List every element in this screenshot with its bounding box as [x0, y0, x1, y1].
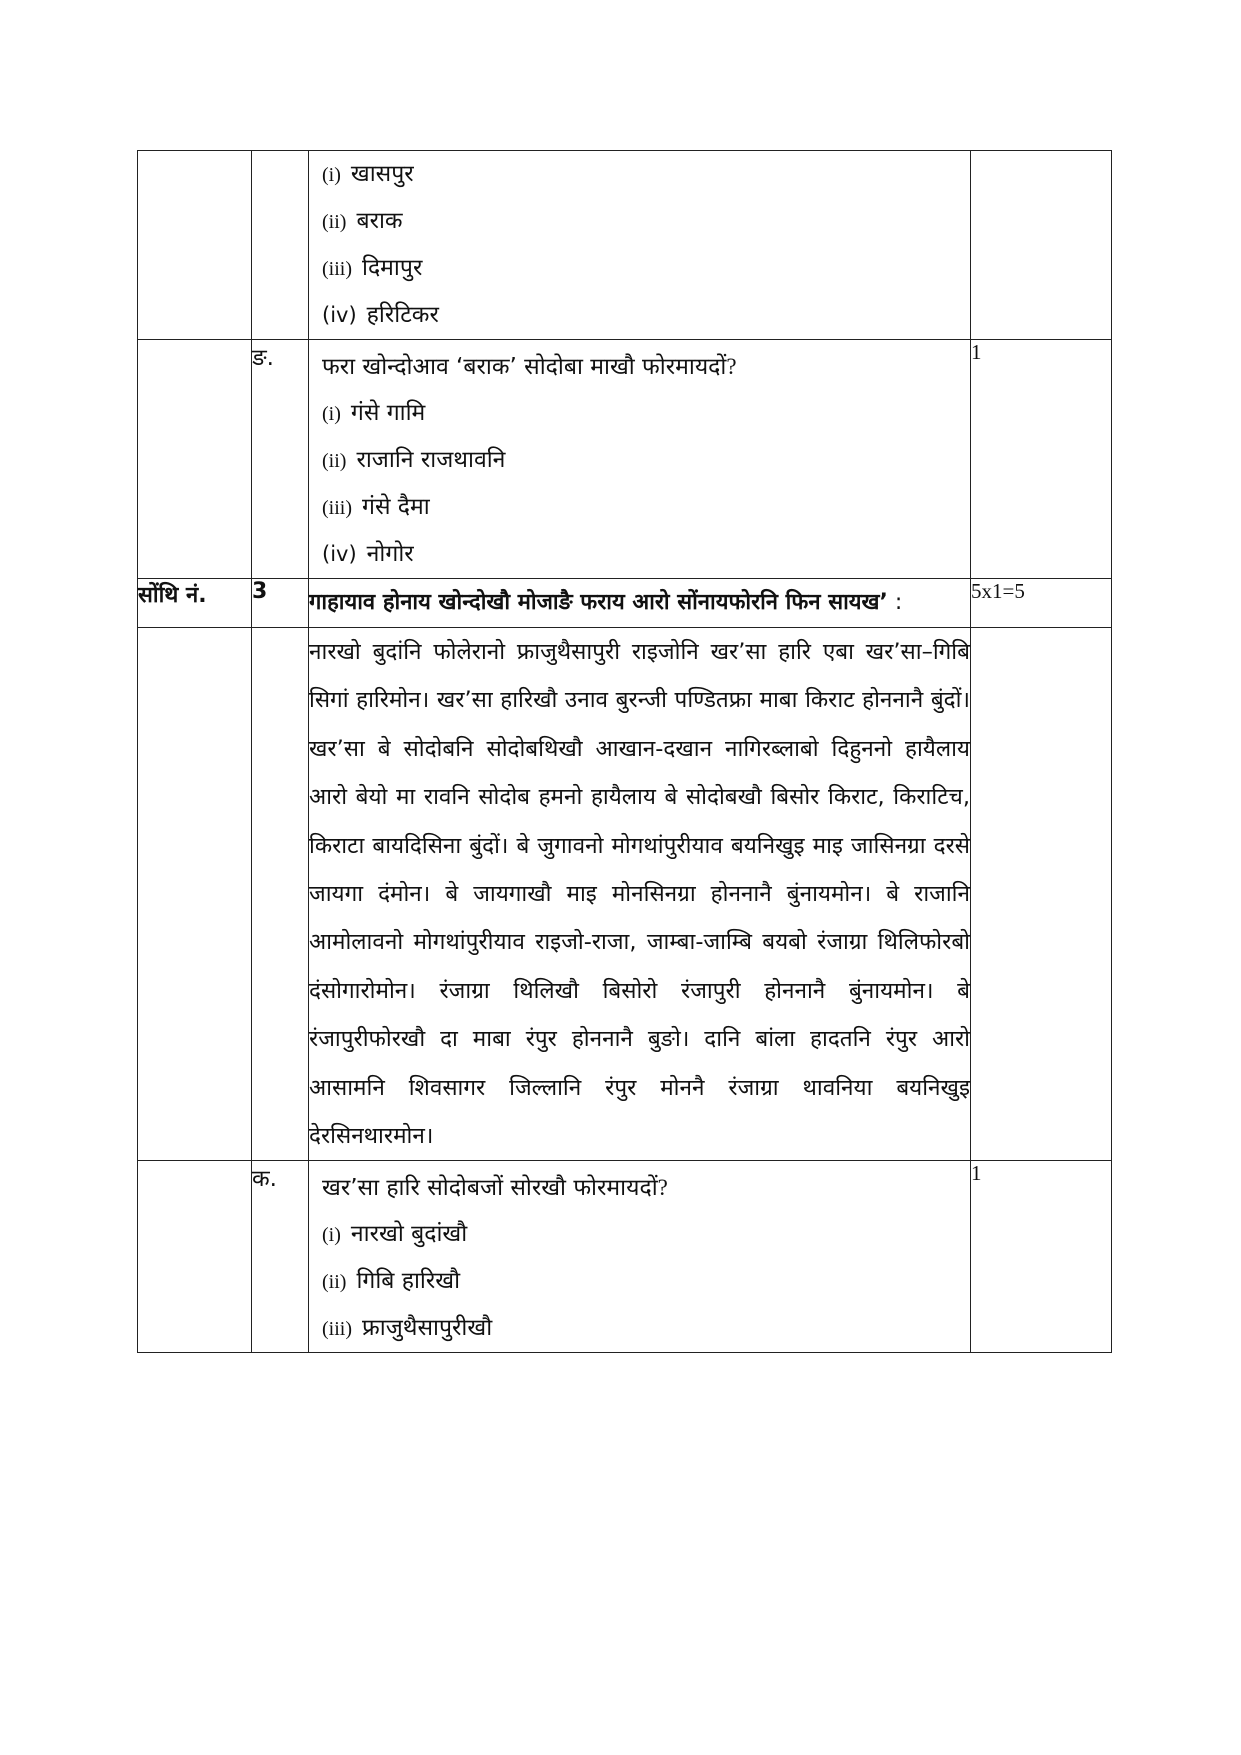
option-text: हरिटिकर — [366, 302, 439, 328]
option-item — [309, 1305, 970, 1352]
option-item — [309, 1211, 970, 1258]
option-text: नोगोर — [366, 541, 414, 567]
instruction-tail: : — [887, 590, 903, 615]
question-table — [137, 150, 1112, 1353]
section-cell — [138, 1161, 252, 1353]
option-item — [309, 151, 970, 198]
section-number: 3 — [252, 579, 309, 628]
option-item — [309, 531, 970, 578]
section-marks: 5x1=5 — [971, 579, 1112, 628]
option-number: (iii) — [322, 497, 352, 519]
options-cell — [309, 151, 971, 340]
question-mark: ? — [726, 354, 737, 379]
marks-cell — [971, 151, 1112, 340]
option-item — [309, 484, 970, 531]
question-label: क. — [252, 1161, 309, 1353]
section-cell — [138, 340, 252, 579]
section-cell — [138, 151, 252, 340]
option-text: गंसे गामि — [350, 400, 426, 426]
option-number: (iv) — [322, 303, 357, 327]
section-instruction — [309, 579, 971, 628]
option-item — [309, 198, 970, 245]
option-number: (i) — [322, 164, 341, 186]
question-text — [309, 1161, 970, 1211]
table-row — [138, 1161, 1112, 1353]
option-text: गिबि हारिखौ — [356, 1268, 461, 1295]
marks-cell — [971, 628, 1112, 1161]
label-cell — [252, 151, 309, 340]
question-body: खर’सा हारि सोदोबजों सोरखौ फोरमायदों — [322, 1175, 658, 1202]
question-cell — [309, 340, 971, 579]
option-text: फ्राजुथैसापुरीखौ — [362, 1315, 493, 1342]
option-text: बराक — [356, 208, 403, 234]
option-item — [309, 437, 970, 484]
question-body: फरा खोन्दोआव ‘बराक’ सोदोबा माखौ फोरमायदों — [322, 354, 727, 380]
question-label: ङ. — [252, 340, 309, 579]
option-item — [309, 1258, 970, 1305]
table-row — [138, 151, 1112, 340]
option-text: नारखो बुदांखौ — [350, 1221, 468, 1248]
table-row — [138, 579, 1112, 628]
option-item — [309, 292, 970, 339]
option-item — [309, 245, 970, 292]
instruction-text: गाहायाव होनाय खोन्दोखौ मोजाङै फराय आरो सोंनायफोरनि फिन सायख’ — [309, 590, 888, 615]
option-text: गंसे दैमा — [362, 494, 430, 520]
reading-passage: नारखो बुदांनि फोलेरानो फ्राजुथैसापुरी राइजोनि खर’सा हारि एबा खर’सा–गिबि सिगां हारिमोन। खर’सा हारिखौ उनाव बुरन्जी पण्डितफ्रा माबा किराट होननानै बुंदों। खर’सा बे सोदोबनि सोदोबथिखौ आखान-दखान नागिरब्लाबो दिहुननो हायैलाय आरो बेयो मा रावनि सोदोब हमनो हायैलाय बे सोदोबखौ बिसोर किराट, किराटिच, किराटा बायदिसिना बुंदों। बे जुगावनो मोगथांपुरीयाव बयनिखुइ माइ जासिनग्रा दरसे जायगा दंमोन। बे जायगाखौ माइ मोनसिनग्रा होननानै बुंनायमोन। बे राजानि आमोलावनो मोगथांपुरीयाव राइजो-राजा, जाम्बा-जाम्बि बयबो रंजाग्रा थिलिफोरबो दंसोगारोमोन। रंजाग्रा थिलिखौ बिसोरो रंजापुरी होननानै बुंनायमोन। बे रंजापुरीफोरखौ दा माबा रंपुर होननानै बुङो। दानि बांला हादतनि रंपुर आरो आसामनि शिवसागर जिल्लानि रंपुर मोननै रंजाग्रा थावनिया बयनिखुइ देरसिनथारमोन। — [309, 628, 971, 1161]
option-number: (i) — [322, 1224, 341, 1247]
section-title: सोंथि नं. — [138, 579, 252, 628]
table-row — [138, 628, 1112, 1161]
option-number: (iv) — [322, 542, 357, 566]
option-number: (ii) — [322, 211, 347, 233]
question-marks: 1 — [971, 340, 1112, 579]
question-text — [309, 340, 970, 390]
label-cell — [252, 628, 309, 1161]
question-marks: 1 — [971, 1161, 1112, 1353]
option-number: (ii) — [322, 450, 347, 472]
option-text: राजानि राजथावनि — [356, 447, 506, 473]
question-mark: ? — [657, 1175, 668, 1201]
table-row — [138, 340, 1112, 579]
option-number: (i) — [322, 403, 341, 425]
option-number: (ii) — [322, 1271, 347, 1294]
option-number: (iii) — [322, 1318, 352, 1341]
option-number: (iii) — [322, 258, 352, 280]
option-text: दिमापुर — [362, 255, 423, 281]
option-item — [309, 390, 970, 437]
question-cell — [309, 1161, 971, 1353]
option-text: खासपुर — [350, 161, 414, 187]
section-cell — [138, 628, 252, 1161]
